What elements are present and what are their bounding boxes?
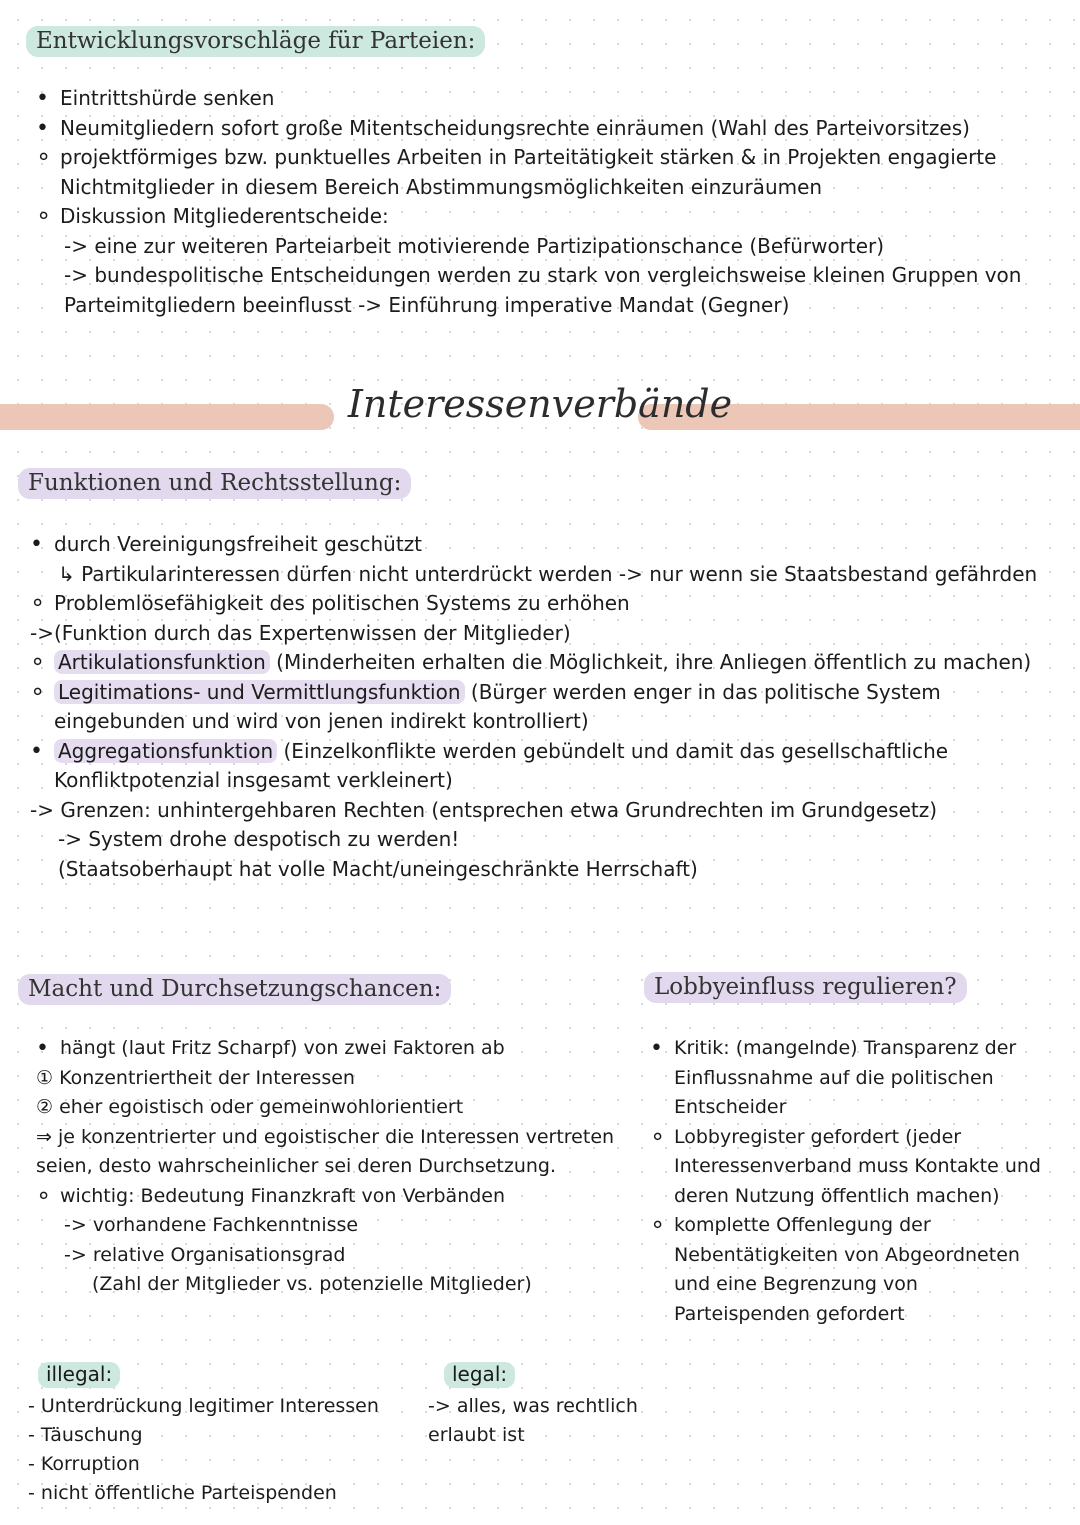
list-item: ∘ Lobbyregister gefordert (jeder Interessenverband muss Kontakte und deren Nutzung öffentlich machen) (650, 1123, 1048, 1212)
section-funktionen (30, 530, 1050, 884)
list-item: ∘ komplette Offenlegung der Nebentätigkeiten von Abgeordneten und eine Begrenzung von Parteispenden gefordert (650, 1211, 1048, 1329)
heading-lobbyeinfluss: Lobbyeinfluss regulieren? (644, 972, 967, 1003)
section-entwicklungsvorschlaege (36, 84, 1046, 320)
term-description: (Bürger werden enger in das politische System eingebunden und wird von jenen indirekt kontrolliert) (54, 679, 941, 733)
section-legal: -> alles, was rechtlich erlaubt ist (428, 1395, 638, 1446)
list-item: ∘ Problemlösefähigkeit des politischen Systems zu erhöhen (30, 589, 1050, 619)
list-item: ∘ Diskussion Mitgliederentscheide: (36, 202, 1046, 232)
list-item: ① Konzentriertheit der Interessen (36, 1066, 355, 1089)
list-subitem: ->(Funktion durch das Expertenwissen der Mitglieder) (30, 620, 571, 645)
list-item: • Kritik: (mangelnde) Transparenz der Einflussnahme auf die politischen Entscheider (650, 1034, 1048, 1123)
list-item (30, 648, 1050, 678)
label-illegal: illegal: (38, 1362, 120, 1388)
list-item: • Eintrittshürde senken (36, 84, 1046, 114)
term-highlight: Aggregationsfunktion (54, 739, 277, 763)
list-subitem: ↳ Partikularinteressen dürfen nicht unterdrückt werden -> nur wenn sie Staatsbestand gefährden (58, 561, 1038, 586)
list-subitem: -> vorhandene Fachkenntnisse (64, 1214, 359, 1236)
term-description: (Minderheiten erhalten die Möglichkeit, ihre Anliegen öffentlich zu machen) (276, 650, 1032, 674)
list-item: -> Grenzen: unhintergehbaren Rechten (entsprechen etwa Grundrechten im Grundgesetz) (30, 797, 938, 822)
heading-funktionen: Funktionen und Rechtsstellung: (18, 468, 411, 499)
list-subitem: (Zahl der Mitglieder vs. potenzielle Mitglieder) (92, 1273, 532, 1295)
list-item (30, 678, 1050, 737)
list-item: • durch Vereinigungsfreiheit geschützt (30, 530, 1050, 560)
section-lobbyeinfluss (650, 1034, 1048, 1329)
list-item: ∘ projektförmiges bzw. punktuelles Arbeiten in Parteitätigkeit stärken & in Projekten engagierte Nichtmitglieder in diesem Bereich Abstimmungsmöglichkeiten einzuräumen (36, 143, 1046, 202)
heading-macht: Macht und Durchsetzungschancen: (18, 974, 451, 1005)
list-item: - Unterdrückung legitimer Interessen (28, 1395, 379, 1417)
list-item: ② eher egoistisch oder gemeinwohlorientiert (36, 1096, 464, 1118)
list-item: - Korruption (28, 1453, 140, 1475)
list-subitem: -> bundespolitische Entscheidungen werden zu stark von vergleichsweise kleinen Gruppen von Parteimitgliedern beeinflusst -> Einführung imperative Mandat (Gegner) (64, 263, 1022, 317)
list-item (30, 737, 1050, 796)
list-item: - nicht öffentliche Parteispenden (28, 1482, 337, 1504)
section-macht (36, 1034, 636, 1300)
list-item: ⇒ je konzentrierter und egoistischer die Interessen vertreten seien, desto wahrscheinlicher sei deren Durchsetzung. (36, 1125, 615, 1177)
list-item: • Neumitgliedern sofort große Mitentscheidungsrechte einräumen (Wahl des Parteivorsitzes) (36, 114, 1046, 144)
list-subitem: -> System drohe despotisch zu werden! (58, 827, 460, 851)
term-highlight: Artikulationsfunktion (54, 650, 270, 674)
term-highlight: Legitimations- und Vermittlungsfunktion (54, 680, 465, 704)
list-item: ∘ wichtig: Bedeutung Finanzkraft von Verbänden (36, 1182, 636, 1212)
label-legal: legal: (444, 1362, 515, 1388)
list-subitem: -> relative Organisationsgrad (64, 1243, 346, 1266)
list-subitem: (Staatsoberhaupt hat volle Macht/uneingeschränkte Herrschaft) (58, 856, 698, 881)
term-description: (Einzelkonflikte werden gebündelt und damit das gesellschaftliche Konfliktpotenzial insgesamt verkleinert) (54, 738, 949, 792)
list-item: - Täuschung (28, 1424, 143, 1446)
list-subitem: -> eine zur weiteren Parteiarbeit motivierende Partizipationschance (Befürworter) (64, 233, 885, 258)
heading-entwicklungsvorschlaege: Entwicklungsvorschläge für Parteien: (26, 26, 485, 57)
section-illegal (28, 1392, 468, 1508)
list-item: • hängt (laut Fritz Scharpf) von zwei Faktoren ab (36, 1034, 636, 1064)
banner-title: Interessenverbände (347, 382, 733, 426)
